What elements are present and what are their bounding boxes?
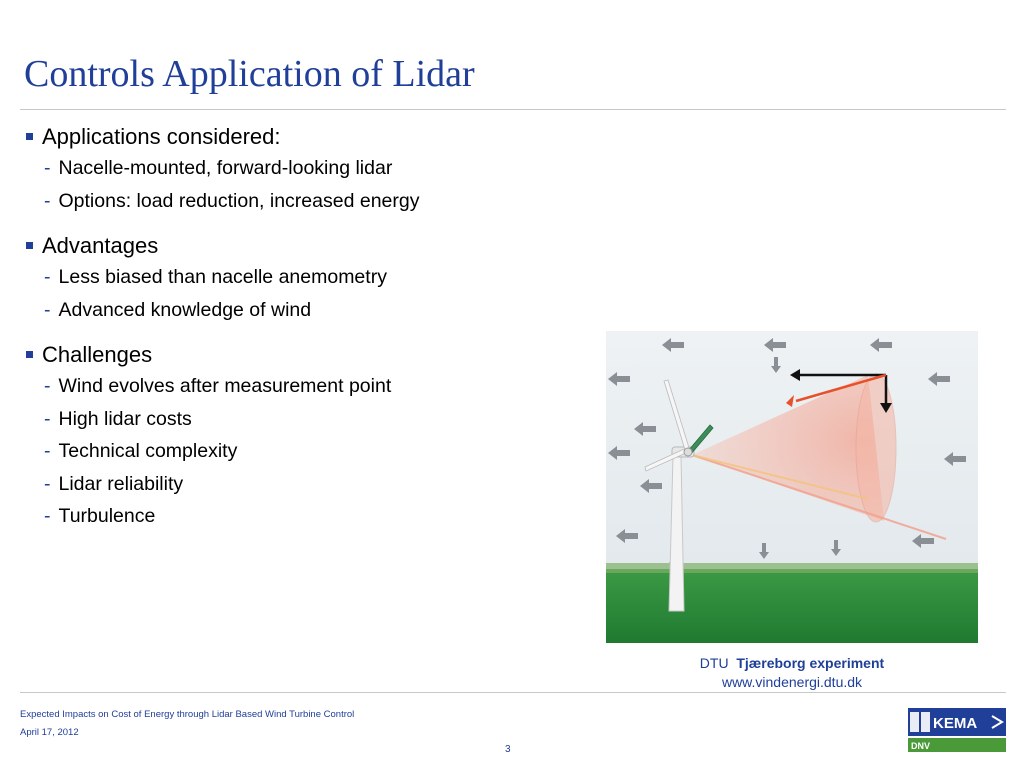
caption-name: Tjæreborg experiment (736, 655, 885, 671)
turbine-lidar-image (606, 331, 978, 643)
lidar-turbine-illustration (606, 331, 978, 643)
kema-dnv-logo (908, 708, 1006, 754)
title-divider (20, 109, 1006, 110)
bullet-item: High lidar costs (58, 407, 192, 430)
bullet-list (22, 122, 592, 547)
dash-bullet-icon: - (44, 505, 51, 527)
bullet-heading: Applications considered: (42, 124, 281, 149)
logo-text-dnv: DNV (911, 741, 931, 751)
slide-title: Controls Application of Lidar (24, 53, 475, 95)
dash-bullet-icon: - (44, 266, 51, 288)
caption-url[interactable]: www.vindenergi.dtu.dk (721, 674, 863, 690)
dash-bullet-icon: - (44, 472, 51, 495)
footer-presentation-title: Expected Impacts on Cost of Energy through Lidar Based Wind Turbine Control (20, 709, 355, 720)
dash-bullet-icon: - (44, 440, 51, 462)
bullet-item: Wind evolves after measurement point (58, 375, 392, 397)
footer-date: April 17, 2012 (20, 727, 79, 738)
dash-bullet-icon: - (44, 407, 51, 430)
square-bullet-icon (26, 242, 33, 249)
bullet-section-advantages (22, 231, 592, 326)
logo-text-kema: KEMA (933, 715, 978, 732)
dash-bullet-icon: - (44, 298, 51, 321)
footer-divider (20, 692, 1006, 693)
bullet-section-challenges (22, 340, 592, 533)
kema-logo-icon (908, 708, 1006, 754)
page-number: 3 (505, 744, 511, 755)
bullet-item: Less biased than nacelle anemometry (58, 266, 387, 288)
bullet-item: Options: load reduction, increased energy (58, 189, 420, 212)
dash-bullet-icon: - (44, 157, 51, 179)
dash-bullet-icon: - (44, 189, 51, 212)
bullet-item: Advanced knowledge of wind (58, 298, 312, 321)
caption-org: DTU (699, 655, 729, 671)
bullet-item: Technical complexity (58, 440, 238, 462)
bullet-heading: Advantages (42, 233, 159, 258)
square-bullet-icon (26, 133, 33, 140)
bullet-section-applications (22, 122, 592, 217)
bullet-item: Turbulence (58, 505, 156, 527)
square-bullet-icon (26, 351, 33, 358)
figure-caption (606, 655, 978, 671)
bullet-heading: Challenges (42, 342, 153, 367)
dash-bullet-icon: - (44, 375, 51, 397)
bullet-item: Nacelle-mounted, forward-looking lidar (58, 157, 393, 179)
bullet-item: Lidar reliability (58, 472, 184, 495)
